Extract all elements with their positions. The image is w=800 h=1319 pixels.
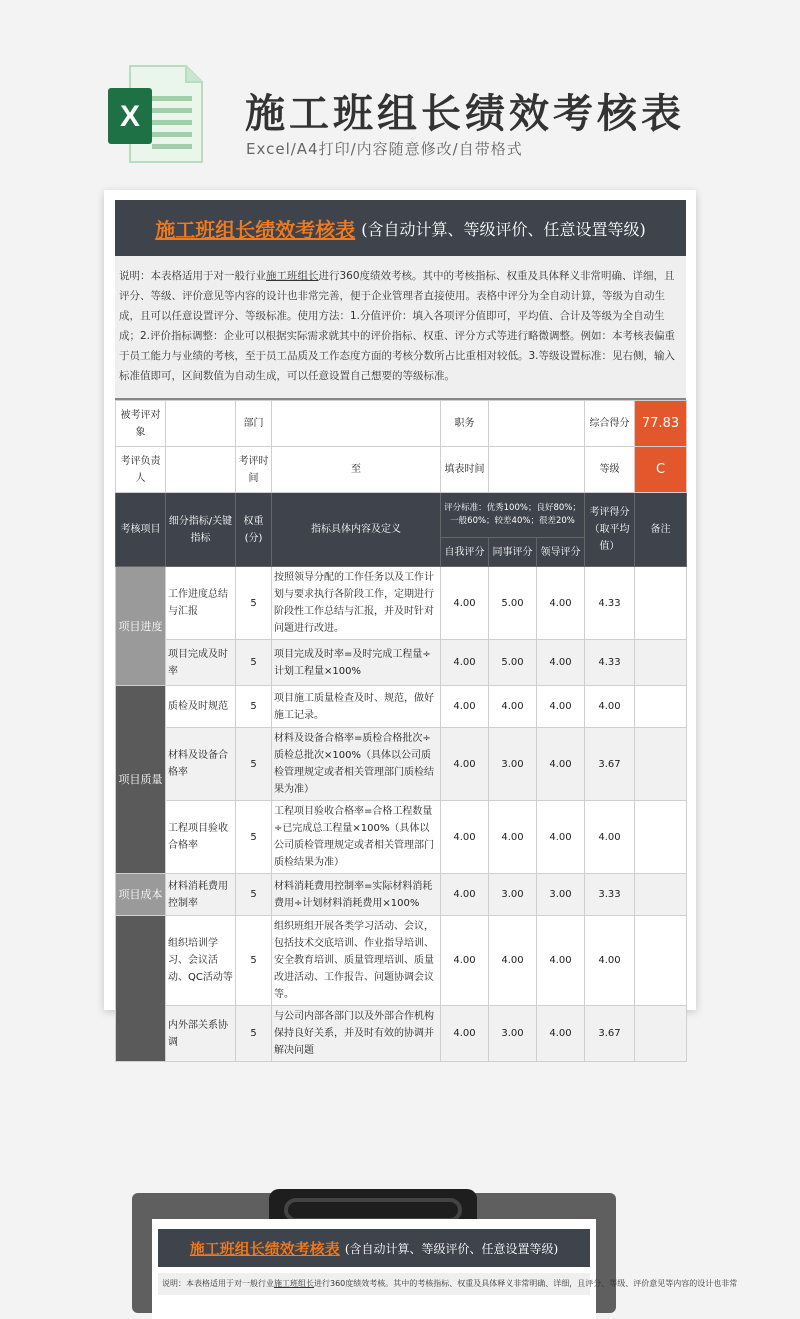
peer-score-cell[interactable]: 5.00 xyxy=(489,567,537,640)
self-score-cell[interactable]: 4.00 xyxy=(441,801,489,874)
preview-description xyxy=(158,1273,738,1295)
fill-time-value[interactable] xyxy=(489,447,585,493)
definition-cell: 项目完成及时率=及时完成工程量÷计划工程量×100% xyxy=(272,640,441,686)
col-score: 考评得分（取平均值） xyxy=(585,493,635,567)
peer-score-cell[interactable]: 3.00 xyxy=(489,1006,537,1062)
excel-file-icon xyxy=(108,64,204,164)
table-header-row xyxy=(116,493,687,538)
weight-cell: 5 xyxy=(236,567,272,640)
info-row-1 xyxy=(116,401,687,447)
sheet-description xyxy=(115,256,686,400)
page-subtitle: Excel/A4打印/内容随意修改/自带格式 xyxy=(246,140,523,158)
weight-cell: 5 xyxy=(236,916,272,1006)
table-row xyxy=(116,916,687,1006)
col-definition: 指标具体内容及定义 xyxy=(272,493,441,567)
leader-score-cell[interactable]: 4.00 xyxy=(537,916,585,1006)
avg-score-cell: 3.67 xyxy=(585,1006,635,1062)
indicator-cell: 内外部关系协调 xyxy=(166,1006,236,1062)
avg-score-cell: 3.67 xyxy=(585,728,635,801)
self-score-cell[interactable]: 4.00 xyxy=(441,874,489,916)
indicator-cell: 工程项目验收合格率 xyxy=(166,801,236,874)
definition-cell: 材料消耗费用控制率=实际材料消耗费用÷计划材料消耗费用×100% xyxy=(272,874,441,916)
table-row xyxy=(116,1006,687,1062)
remark-cell[interactable] xyxy=(635,728,687,801)
peer-score-cell[interactable]: 4.00 xyxy=(489,686,537,728)
sheet-banner-title: 施工班组长绩效考核表 xyxy=(155,217,356,242)
indicator-cell: 质检及时规范 xyxy=(166,686,236,728)
examinee-label: 被考评对象 xyxy=(116,401,166,447)
sheet-banner xyxy=(115,200,686,256)
leader-score-cell[interactable]: 4.00 xyxy=(537,801,585,874)
peer-score-cell[interactable]: 3.00 xyxy=(489,728,537,801)
avg-score-cell: 4.33 xyxy=(585,640,635,686)
category-unlabeled xyxy=(116,916,166,1062)
desc-body: 进行360度绩效考核。其中的考核指标、权重及具体释义非常明确、详细，且评分、等级、评价意见等内容的设计也非常完善，便于企业管理者直接使用。表格中评分为全自动计算，等级为自动生成，且可以任意设置评分、等级标准。使用方法：1.分值评价：填入各项评分值即可，平均值、合计及等级为全自动生成；2.评价指标调整：企业可以根据实际需求就其中的评价指标、权重、评分方式等进行略微调整。例如：本考核表偏重于员工能力与业绩的考核，至于员工品质及工作态度方面的考核分数所占比重相对较低。3.等级设置标准：见右侧，输入标准值即可，区间数值为自动生成，可以任意设置自己想要的等级标准。 xyxy=(119,270,676,382)
definition-cell: 材料及设备合格率=质检合格批次÷质检总批次×100%（具体以公司质检管理规定或者相关管理部门质检结果为准） xyxy=(272,728,441,801)
remark-cell[interactable] xyxy=(635,874,687,916)
desc-highlight: 施工班组长 xyxy=(266,270,319,282)
preview-desc-body: 进行360度绩效考核。其中的考核指标、权重及具体释义非常明确、详细，且评分、等级、评价意见等内容的设计也非常 xyxy=(314,1279,738,1288)
remark-cell[interactable] xyxy=(635,640,687,686)
leader-score-cell[interactable]: 4.00 xyxy=(537,1006,585,1062)
self-score-cell[interactable]: 4.00 xyxy=(441,567,489,640)
assessment-table xyxy=(115,400,687,1062)
category-cost: 项目成本 xyxy=(116,874,166,916)
definition-cell: 项目施工质量检查及时、规范，做好施工记录。 xyxy=(272,686,441,728)
category-progress: 项目进度 xyxy=(116,567,166,686)
position-value[interactable] xyxy=(489,401,585,447)
avg-score-cell: 4.00 xyxy=(585,686,635,728)
sheet-preview xyxy=(104,190,696,1056)
table-row xyxy=(116,567,687,640)
peer-score-cell[interactable]: 3.00 xyxy=(489,874,537,916)
preview-desc-prefix: 说明：本表格适用于对一般行业 xyxy=(162,1279,274,1288)
avg-score-cell: 4.33 xyxy=(585,567,635,640)
indicator-cell: 组织培训学习、会议活动、QC活动等 xyxy=(166,916,236,1006)
position-label: 职务 xyxy=(441,401,489,447)
peer-score-cell[interactable]: 4.00 xyxy=(489,916,537,1006)
col-self: 自我评分 xyxy=(441,538,489,567)
self-score-cell[interactable]: 4.00 xyxy=(441,1006,489,1062)
peer-score-cell[interactable]: 5.00 xyxy=(489,640,537,686)
col-weight: 权重(分) xyxy=(236,493,272,567)
col-leader: 领导评分 xyxy=(537,538,585,567)
remark-cell[interactable] xyxy=(635,686,687,728)
weight-cell: 5 xyxy=(236,640,272,686)
grade-value: C xyxy=(635,447,687,493)
definition-cell: 组织班组开展各类学习活动、会议，包括技术交底培训、作业指导培训、安全教育培训、质量管理培训、质量改进活动、工作报告、问题协调会议等。 xyxy=(272,916,441,1006)
self-score-cell[interactable]: 4.00 xyxy=(441,640,489,686)
indicator-cell: 材料消耗费用控制率 xyxy=(166,874,236,916)
remark-cell[interactable] xyxy=(635,1006,687,1062)
dept-value[interactable] xyxy=(272,401,441,447)
peer-score-cell[interactable]: 4.00 xyxy=(489,801,537,874)
weight-cell: 5 xyxy=(236,728,272,801)
weight-cell: 5 xyxy=(236,874,272,916)
preview-desc-highlight: 施工班组长 xyxy=(274,1279,314,1288)
avg-score-cell: 3.33 xyxy=(585,874,635,916)
leader-score-cell[interactable]: 4.00 xyxy=(537,567,585,640)
definition-cell: 按照领导分配的工作任务以及工作计划与要求执行各阶段工作，定期进行阶段性工作总结与汇报，并及时针对问题进行改进。 xyxy=(272,567,441,640)
table-row xyxy=(116,640,687,686)
self-score-cell[interactable]: 4.00 xyxy=(441,686,489,728)
excel-icon-letter: X xyxy=(119,100,141,133)
total-score-value: 77.83 xyxy=(635,401,687,447)
dept-label: 部门 xyxy=(236,401,272,447)
desc-prefix: 说明：本表格适用于对一般行业 xyxy=(119,270,266,282)
total-score-label: 综合得分 xyxy=(585,401,635,447)
grade-label: 等级 xyxy=(585,447,635,493)
indicator-cell: 项目完成及时率 xyxy=(166,640,236,686)
category-quality: 项目质量 xyxy=(116,686,166,874)
reviewer-value[interactable] xyxy=(166,447,236,493)
clipboard-paper xyxy=(152,1219,738,1319)
weight-cell: 5 xyxy=(236,1006,272,1062)
remark-cell[interactable] xyxy=(635,916,687,1006)
table-row xyxy=(116,801,687,874)
avg-score-cell: 4.00 xyxy=(585,801,635,874)
info-row-2 xyxy=(116,447,687,493)
page-title: 施工班组长绩效考核表 xyxy=(245,91,685,137)
remark-cell[interactable] xyxy=(635,801,687,874)
col-indicator: 细分指标/关键指标 xyxy=(166,493,236,567)
period-to[interactable]: 至 xyxy=(272,447,441,493)
leader-score-cell[interactable]: 3.00 xyxy=(537,874,585,916)
remark-cell[interactable] xyxy=(635,567,687,640)
leader-score-cell[interactable]: 4.00 xyxy=(537,686,585,728)
col-peer: 同事评分 xyxy=(489,538,537,567)
leader-score-cell[interactable]: 4.00 xyxy=(537,640,585,686)
table-row xyxy=(116,874,687,916)
clipboard-preview xyxy=(132,1193,738,1313)
weight-cell: 5 xyxy=(236,801,272,874)
weight-cell: 5 xyxy=(236,686,272,728)
col-standard: 评分标准：优秀100%；良好80%；一般60%；较差40%；很差20% xyxy=(441,493,585,538)
sheet-banner-subtitle: (含自动计算、等级评价、任意设置等级) xyxy=(361,219,646,239)
avg-score-cell: 4.00 xyxy=(585,916,635,1006)
indicator-cell: 工作进度总结与汇报 xyxy=(166,567,236,640)
leader-score-cell[interactable]: 4.00 xyxy=(537,728,585,801)
period-label: 考评时间 xyxy=(236,447,272,493)
definition-cell: 工程项目验收合格率=合格工程数量÷已完成总工程量×100%（具体以公司质检管理规定或者相关管理部门质检结果为准） xyxy=(272,801,441,874)
col-remark: 备注 xyxy=(635,493,687,567)
preview-banner xyxy=(158,1229,590,1267)
definition-cell: 与公司内部各部门以及外部合作机构保持良好关系，并及时有效的协调并解决问题 xyxy=(272,1006,441,1062)
self-score-cell[interactable]: 4.00 xyxy=(441,728,489,801)
table-row xyxy=(116,728,687,801)
examinee-value[interactable] xyxy=(166,401,236,447)
preview-banner-subtitle: (含自动计算、等级评价、任意设置等级) xyxy=(344,1241,559,1256)
table-row xyxy=(116,686,687,728)
indicator-cell: 材料及设备合格率 xyxy=(166,728,236,801)
self-score-cell[interactable]: 4.00 xyxy=(441,916,489,1006)
reviewer-label: 考评负责人 xyxy=(116,447,166,493)
col-item: 考核项目 xyxy=(116,493,166,567)
fill-time-label: 填表时间 xyxy=(441,447,489,493)
preview-banner-title: 施工班组长绩效考核表 xyxy=(189,1239,340,1258)
